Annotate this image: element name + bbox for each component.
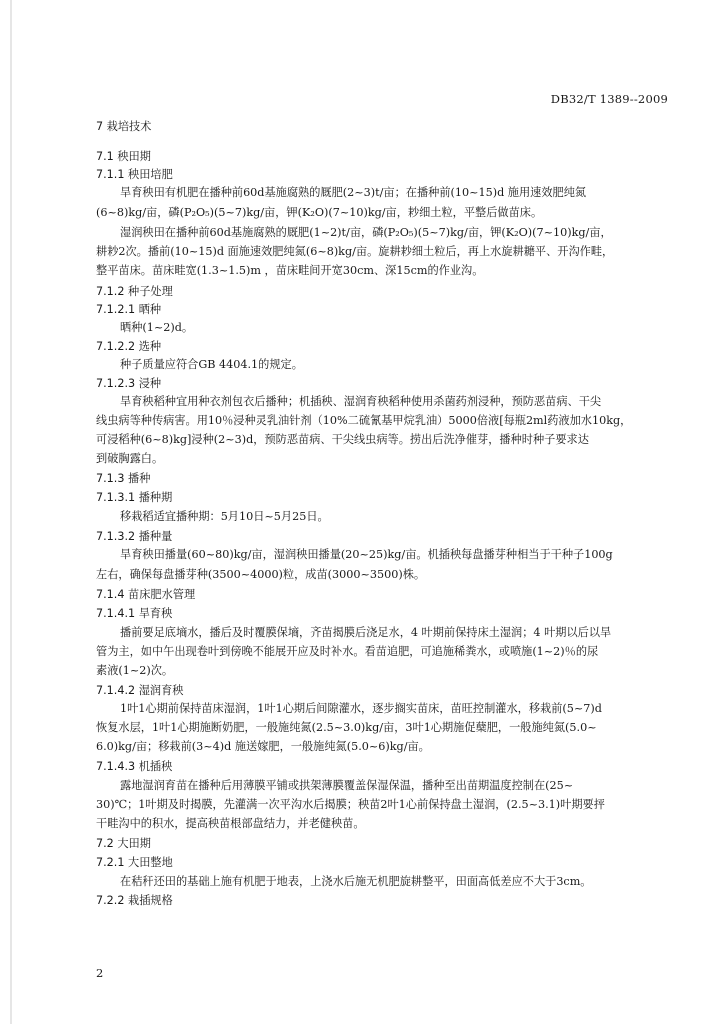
paragraph-line: 移栽稻适宜播种期：5月10日~5月25日。 — [120, 510, 329, 523]
section-heading: 7.2.2 栽插规格 — [96, 894, 173, 907]
page-number: 2 — [96, 966, 104, 980]
section-heading: 7.1 秧田期 — [96, 150, 151, 163]
section-heading: 7.1.2.2 选种 — [96, 340, 162, 353]
section-heading: 7.1.2.1 晒种 — [96, 303, 162, 316]
paragraph-line: 旱育秧稻种宜用种衣剂包衣后播种；机插秧、湿润育秧稻种使用杀菌药剂浸种，预防恶苗病、干尖 — [120, 395, 602, 408]
section-heading: 7.2.1 大田整地 — [96, 856, 173, 869]
section-heading: 7.1.4.3 机插秧 — [96, 760, 173, 773]
paragraph-line: 管为主，如中午出现卷叶到傍晚不能展开应及时补水。看苗追肥，可追施稀粪水，或喷施(1~2)％的尿 — [96, 645, 599, 658]
paragraph-line: (6~8)kg/亩，磷(P₂O₅)(5~7)kg/亩，钾(K₂O)(7~10)kg/亩，耖细土粒，平整后做苗床。 — [96, 206, 543, 219]
paragraph-line: 素液(1~2)次。 — [96, 664, 174, 677]
paragraph-line: 旱育秧田播量(60~80)kg/亩，湿润秧田播量(20~25)kg/亩。机插秧每盘播芽种相当于干种子100g — [120, 548, 613, 561]
paragraph-line: 可浸稻种(6~8)kg]浸种(2~3)d，预防恶苗病、干尖线虫病等。捞出后洗净催芽，播种时种子要求达 — [96, 433, 589, 446]
section-heading: 7.1.3 播种 — [96, 472, 151, 485]
standard-code: DB32/T 1389--2009 — [550, 92, 668, 106]
paragraph-line: 种子质量应符合GB 4404.1的规定。 — [120, 358, 303, 371]
paragraph-line: 湿润秧田在播种前60d基施腐熟的厩肥(1~2)t/亩，磷(P₂O₅)(5~7)kg/亩，钾(K₂O)(7~10)kg/亩， — [120, 226, 612, 239]
paragraph-line: 晒种(1~2)d。 — [120, 321, 194, 334]
paragraph-line: 恢复水层，1叶1心期施断奶肥，一般施纯氮(2.5~3.0)kg/亩，3叶1心期施促蘖肥，一般施纯氮(5.0~ — [96, 721, 597, 734]
paragraph-line: 到破胸露白。 — [96, 452, 164, 465]
paragraph-line: 旱育秧田有机肥在播种前60d基施腐熟的厩肥(2~3)t/亩；在播种前(10~15)d 施用速效肥纯氮 — [120, 186, 587, 199]
paragraph-line: 露地湿润育苗在播种后用薄膜平铺或拱架薄膜覆盖保湿保温，播种至出苗期温度控制在(25~ — [120, 779, 574, 792]
section-heading: 7.1.3.1 播种期 — [96, 491, 173, 504]
section-heading: 7.1.4.2 湿润育秧 — [96, 684, 184, 697]
scan-edge — [10, 0, 12, 1024]
section-heading: 7.2 大田期 — [96, 837, 151, 850]
section-heading: 7.1.1 秧田培肥 — [96, 168, 173, 181]
paragraph-line: 左右，确保每盘播芽种(3500~4000)粒，成苗(3000~3500)株。 — [96, 568, 426, 581]
section-heading: 7.1.2 种子处理 — [96, 285, 173, 298]
paragraph-line: 在秸秆还田的基础上施有机肥于地表，上浇水后施无机肥旋耕整平，田面高低差应不大于3cm。 — [120, 875, 592, 888]
paragraph-line: 1叶1心期前保持苗床湿润，1叶1心期后间隙灌水，逐步搁实苗床，苗旺控制灌水，移栽前(5~7)d — [120, 702, 602, 715]
section-heading: 7.1.2.3 浸种 — [96, 377, 162, 390]
section-heading: 7.1.4.1 旱育秧 — [96, 607, 173, 620]
section-heading: 7 栽培技术 — [96, 120, 152, 133]
paragraph-line: 30)℃；1叶期及时揭膜，先灌满一次平沟水后揭膜；秧苗2叶1心前保持盘土湿润，(2.5~3.1)叶期要抨 — [96, 798, 605, 811]
paragraph-line: 6.0)kg/亩；移栽前(3~4)d 施送嫁肥，一般施纯氮(5.0~6)kg/亩。 — [96, 740, 430, 753]
paragraph-line: 耕耖2次。播前(10~15)d 面施速效肥纯氮(6~8)kg/亩。旋耕耖细土粒后，再上水旋耕耱平、开沟作畦， — [96, 245, 614, 258]
paragraph-line: 线虫病等种传病害。用10％浸种灵乳油针剂（10%二硫氰基甲烷乳油）5000倍液[每瓶2ml药液加水10kg， — [96, 414, 632, 427]
paragraph-line: 整平苗床。苗床畦宽(1.3~1.5)m ，苗床畦间开宽30cm、深15cm的作业沟。 — [96, 264, 484, 277]
section-heading: 7.1.3.2 播种量 — [96, 530, 173, 543]
paragraph-line: 干畦沟中的积水，提高秧苗根部盘结力，并老健秧苗。 — [96, 817, 365, 830]
paragraph-line: 播前要足底墒水，播后及时覆膜保墒，齐苗揭膜后浇足水，4 叶期前保持床土湿润；4 叶期以后以旱 — [120, 626, 612, 639]
section-heading: 7.1.4 苗床肥水管理 — [96, 588, 196, 601]
